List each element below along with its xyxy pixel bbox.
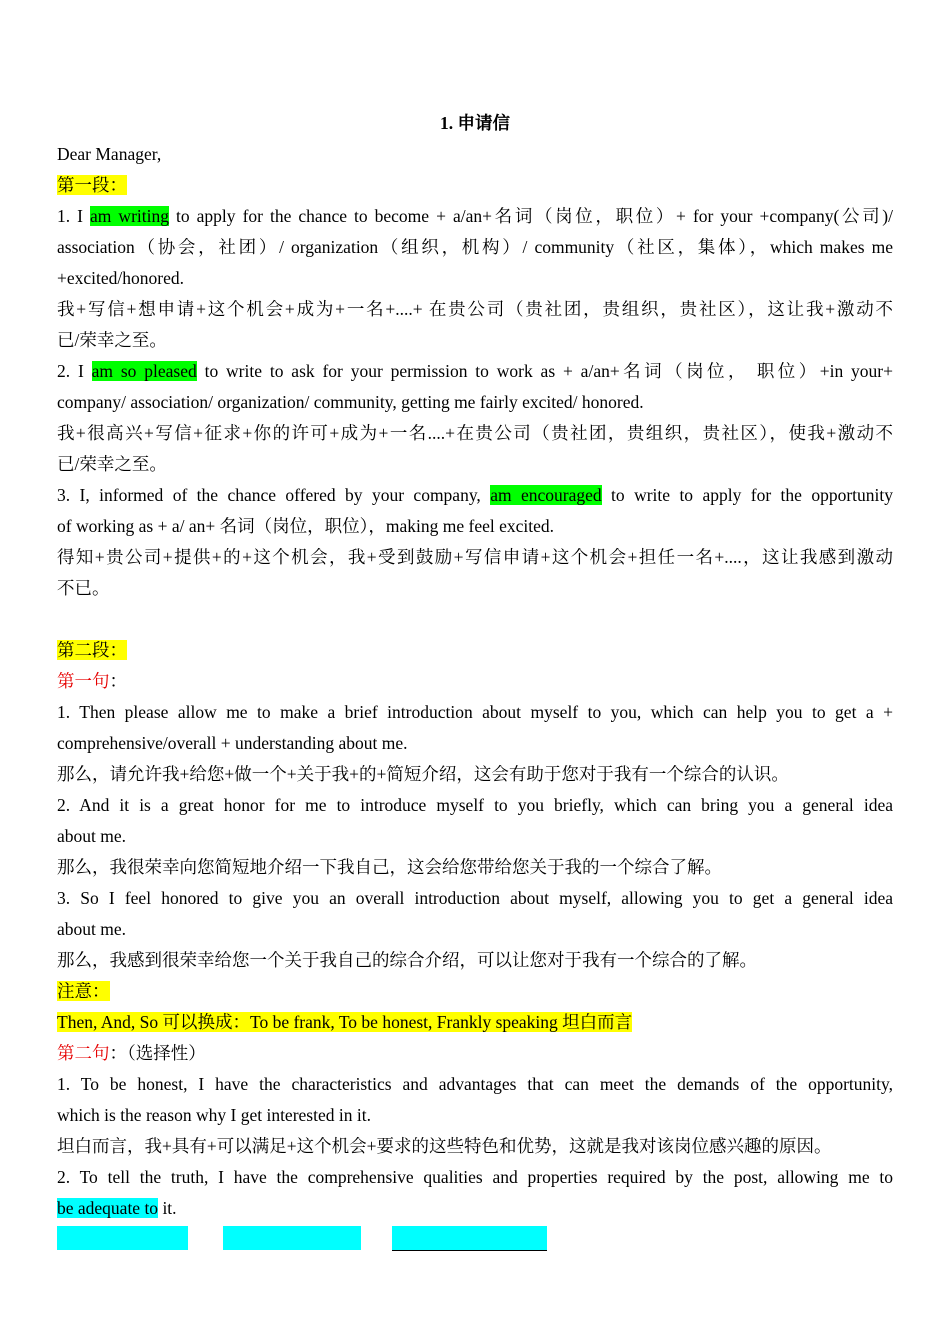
sent1-o2-line2: about me. xyxy=(57,826,127,846)
highlight-am-so-pleased: am so pleased xyxy=(91,361,197,381)
para1-s1-line2: association（协会，社团）/ organization（组织，机构）/ community（社区，集体），which makes me xyxy=(57,237,893,257)
sentence1-heading: 第一句： xyxy=(57,671,127,691)
sent2-o1-line2: which is the reason why I get interested in it. xyxy=(57,1105,371,1125)
para1-heading-text: 第一段 xyxy=(57,175,110,195)
note-text: Then, And, So 可以换成：To be frank, To be honest, Frankly speaking 坦白而言 xyxy=(57,1012,633,1032)
letter-document xyxy=(57,108,893,1255)
highlight-am-writing: am writing xyxy=(90,206,169,226)
para1-s3-cn1: 得知+贵公司+提供+的+这个机会，我+受到鼓励+写信申请+这个机会+担任一名+....，这让我感到激动 xyxy=(57,547,893,567)
para1-s3-line2: of working as + a/ an+ 名词（岗位，职位），making me feel excited. xyxy=(57,516,554,536)
sent1-o2-line1: 2. And it is a great honor for me to introduce myself to you briefly, which can bring you a general idea xyxy=(57,795,893,815)
highlight-blank-bars xyxy=(57,1224,893,1255)
sent1-o3-line2: about me. xyxy=(57,919,127,939)
para1-heading: 第一段： xyxy=(57,175,127,195)
blank-highlight-1 xyxy=(57,1226,188,1250)
document-title: 1. 申请信 xyxy=(440,113,510,133)
para1-s2-cn2: 已/荣幸之至。 xyxy=(57,454,167,474)
para1-s1-cn2: 已/荣幸之至。 xyxy=(57,330,167,350)
para2-heading: 第二段： xyxy=(57,640,127,660)
para1-s1-line1: 1. I am writing to apply for the chance to become + a/an+名词（岗位，职位）+ for your +company(公司)/ xyxy=(57,206,893,226)
sent2-o2-line2: be adequate to it. xyxy=(57,1198,177,1218)
sent2-o1-cn: 坦白而言，我+具有+可以满足+这个机会+要求的这些特色和优势，这就是我对该岗位感兴趣的原因。 xyxy=(57,1136,832,1156)
sent1-o3-cn: 那么，我感到很荣幸给您一个关于我自己的综合介绍，可以让您对于我有一个综合的了解。 xyxy=(57,950,757,970)
sent1-o1-line1: 1. Then please allow me to make a brief introduction about myself to you, which can help you to get a + xyxy=(57,702,893,722)
para1-s3-cn2: 不已。 xyxy=(57,578,110,598)
sent1-o3-line1: 3. So I feel honored to give you an overall introduction about myself, allowing you to get a general idea xyxy=(57,888,893,908)
sent2-o2-line1: 2. To tell the truth, I have the comprehensive qualities and properties required by the post, allowing me to xyxy=(57,1167,893,1187)
highlight-be-adequate-to: be adequate to xyxy=(57,1198,159,1218)
sent2-o1-line1: 1. To be honest, I have the characteristics and advantages that can meet the demands of the opportunity, xyxy=(57,1074,893,1094)
para1-s2-cn1: 我+很高兴+写信+征求+你的许可+成为+一名....+在贵公司（贵社团，贵组织，贵社区），使我+激动不 xyxy=(57,423,893,443)
sentence2-heading: 第二句：（选择性） xyxy=(57,1043,206,1063)
blank-highlight-3 xyxy=(392,1226,547,1251)
note-heading: 注意： xyxy=(57,981,110,1001)
greeting: Dear Manager, xyxy=(57,144,162,164)
highlight-am-encouraged: am encouraged xyxy=(490,485,602,505)
sent1-o1-cn: 那么，请允许我+给您+做一个+关于我+的+简短介绍，这会有助于您对于我有一个综合的认识。 xyxy=(57,764,789,784)
para1-s2-line2: company/ association/ organization/ community, getting me fairly excited/ honored. xyxy=(57,392,644,412)
blank-highlight-2 xyxy=(223,1226,361,1250)
para1-s3-line1: 3. I, informed of the chance offered by your company, am encouraged to write to apply for the opportunity xyxy=(57,485,893,505)
para1-s2-line1: 2. I am so pleased to write to ask for your permission to work as + a/an+名词（岗位， 职位）+in your+ xyxy=(57,361,893,381)
para1-s1-line3: +excited/honored. xyxy=(57,268,184,288)
para1-s1-cn1: 我+写信+想申请+这个机会+成为+一名+....+ 在贵公司（贵社团，贵组织，贵社区），这让我+激动不 xyxy=(57,299,893,319)
spacer xyxy=(57,604,893,635)
sent1-o2-cn: 那么，我很荣幸向您简短地介绍一下我自己，这会给您带给您关于我的一个综合了解。 xyxy=(57,857,722,877)
sent1-o1-line2: comprehensive/overall + understanding about me. xyxy=(57,733,408,753)
